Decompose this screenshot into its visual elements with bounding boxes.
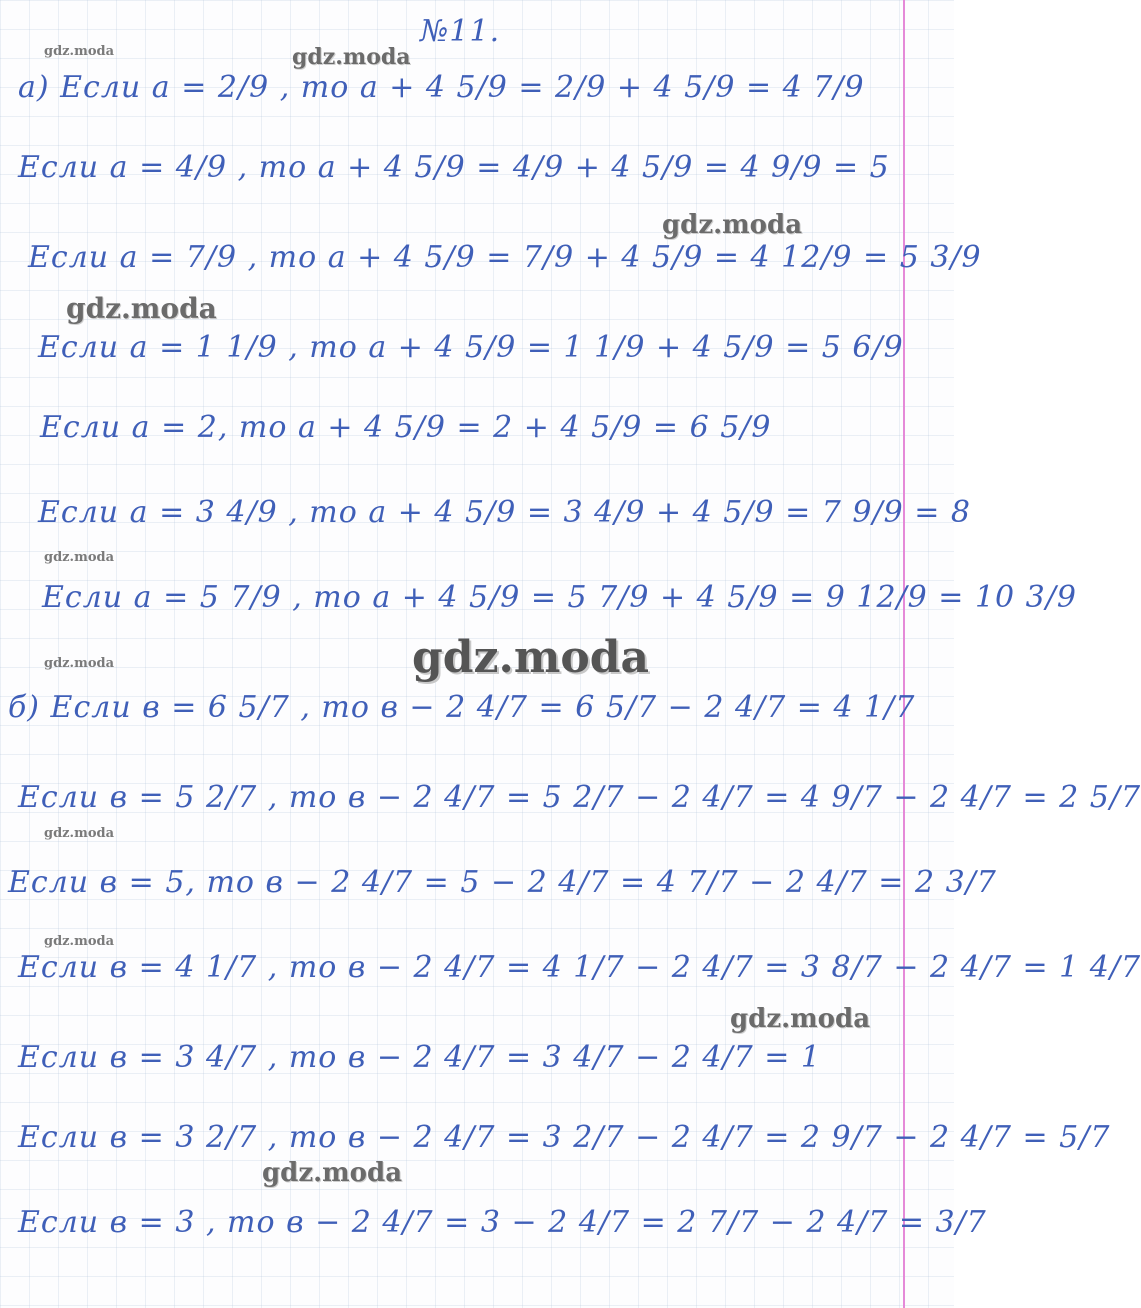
part-b-line-1: б) Если в = 6 5/7 , то в − 2 4/7 = 6 5/7 − 2 4/7 = 4 1/7 bbox=[8, 690, 916, 725]
margin-line bbox=[903, 0, 905, 1308]
watermark-medium-5: gdz.moda bbox=[262, 1158, 403, 1188]
part-a-line-4: Если a = 1 1/9 , то a + 4 5/9 = 1 1/9 + 4 5/9 = 5 6/9 bbox=[38, 330, 904, 365]
part-a-line-1: а) Если a = 2/9 , то a + 4 5/9 = 2/9 + 4 5/9 = 4 7/9 bbox=[18, 70, 865, 105]
watermark-medium-4: gdz.moda bbox=[730, 1004, 871, 1034]
part-a-line-2: Если a = 4/9 , то a + 4 5/9 = 4/9 + 4 5/9 = 4 9/9 = 5 bbox=[18, 150, 890, 185]
part-a-line-7: Если a = 5 7/9 , то a + 4 5/9 = 5 7/9 + 4 5/9 = 9 12/9 = 10 3/9 bbox=[42, 580, 1077, 615]
part-b-line-2: Если в = 5 2/7 , то в − 2 4/7 = 5 2/7 − 2 4/7 = 4 9/7 − 2 4/7 = 2 5/7 bbox=[18, 780, 1141, 815]
part-b-line-5: Если в = 3 4/7 , то в − 2 4/7 = 3 4/7 − 2 4/7 = 1 bbox=[18, 1040, 821, 1075]
watermark-small-3: gdz.moda bbox=[44, 656, 115, 671]
part-b-line-7: Если в = 3 , то в − 2 4/7 = 3 − 2 4/7 = 2 7/7 − 2 4/7 = 3/7 bbox=[18, 1205, 987, 1240]
watermark-small-4: gdz.moda bbox=[44, 826, 115, 841]
watermark-medium-2: gdz.moda bbox=[662, 210, 803, 240]
part-a-line-3: Если a = 7/9 , то a + 4 5/9 = 7/9 + 4 5/9 = 4 12/9 = 5 3/9 bbox=[28, 240, 982, 275]
watermark-medium-1: gdz.moda bbox=[292, 44, 411, 70]
part-a-line-6: Если a = 3 4/9 , то a + 4 5/9 = 3 4/9 + 4 5/9 = 7 9/9 = 8 bbox=[38, 495, 971, 530]
part-b-line-4: Если в = 4 1/7 , то в − 2 4/7 = 4 1/7 − 2 4/7 = 3 8/7 − 2 4/7 = 1 4/7 bbox=[18, 950, 1141, 985]
problem-title: №11. bbox=[420, 14, 501, 49]
part-a-line-5: Если a = 2, то a + 4 5/9 = 2 + 4 5/9 = 6 5/9 bbox=[40, 410, 772, 445]
watermark-small-1: gdz.moda bbox=[44, 44, 115, 59]
watermark-medium-3: gdz.moda bbox=[66, 292, 217, 325]
watermark-small-2: gdz.moda bbox=[44, 550, 115, 565]
watermark-large: gdz.moda bbox=[412, 632, 650, 683]
part-b-line-6: Если в = 3 2/7 , то в − 2 4/7 = 3 2/7 − 2 4/7 = 2 9/7 − 2 4/7 = 5/7 bbox=[18, 1120, 1111, 1155]
watermark-small-5: gdz.moda bbox=[44, 934, 115, 949]
part-b-line-3: Если в = 5, то в − 2 4/7 = 5 − 2 4/7 = 4 7/7 − 2 4/7 = 2 3/7 bbox=[8, 865, 997, 900]
